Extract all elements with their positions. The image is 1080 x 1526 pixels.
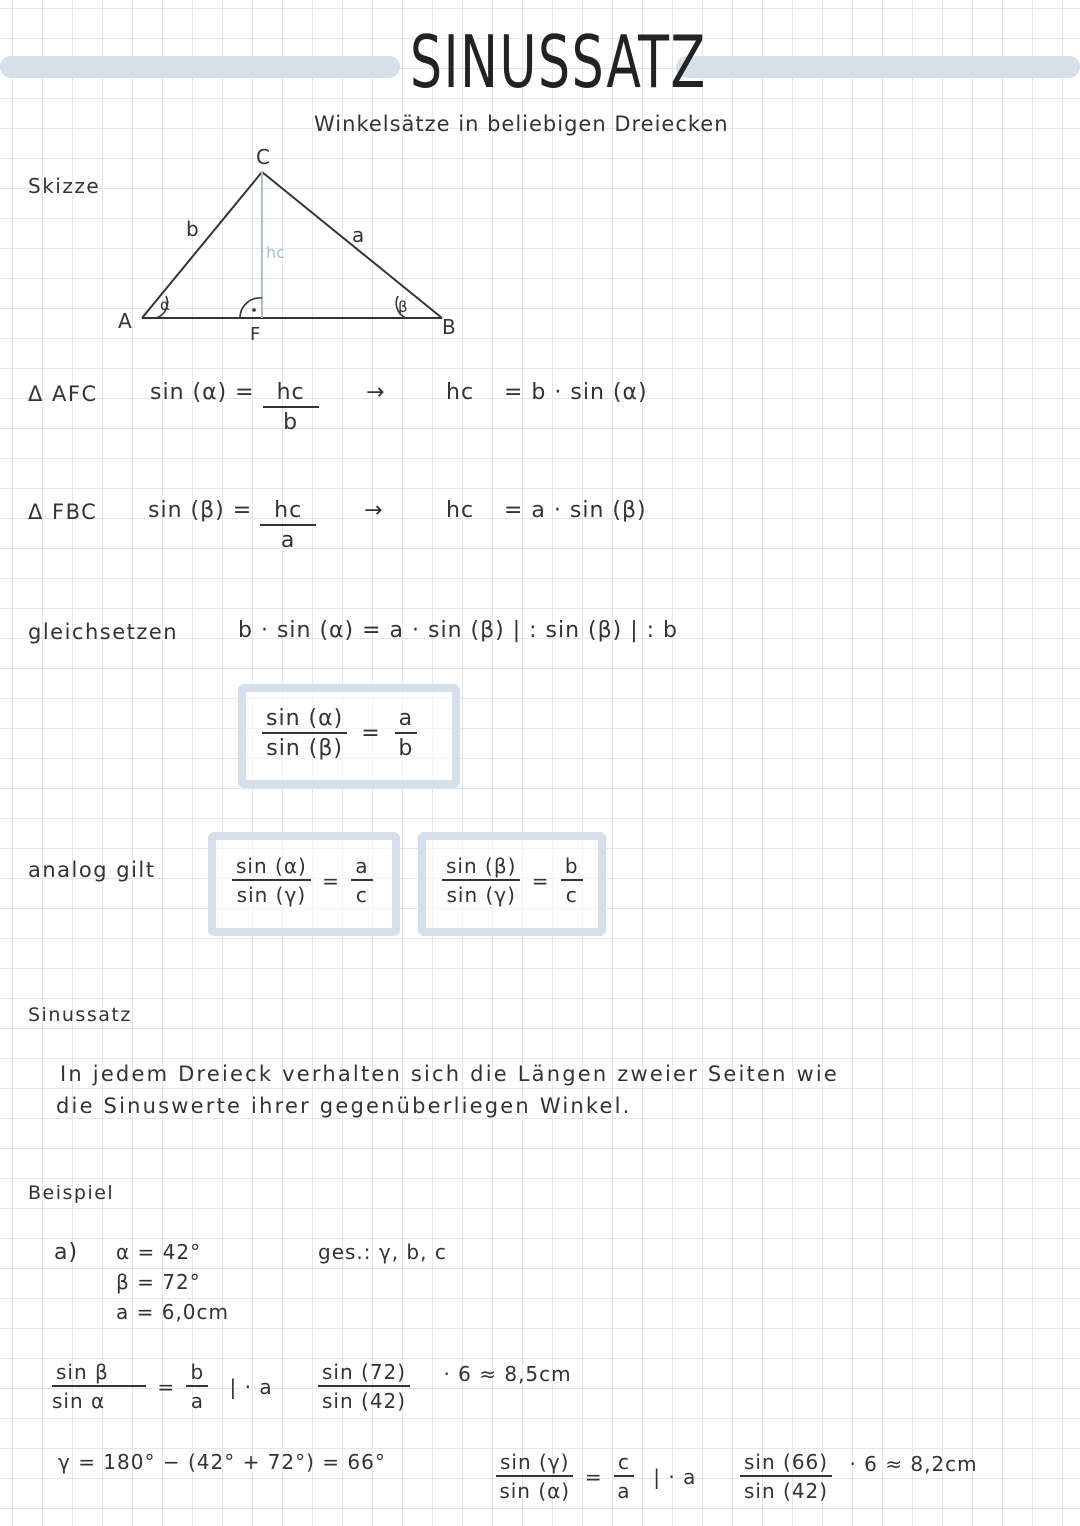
side-a-label: a	[352, 223, 365, 247]
analog-box-2-equation	[442, 854, 583, 907]
analog-box-2-den-right: c	[565, 883, 578, 907]
fbc-label: Δ FBC	[28, 500, 98, 524]
afc-equation	[150, 380, 319, 435]
calc1-den: sin (42)	[322, 1389, 407, 1413]
eq1-eq: =	[157, 1374, 176, 1399]
eq2-op: | · a	[653, 1464, 697, 1489]
fbc-lhs: sin (β) =	[148, 498, 253, 523]
skizze-label: Skizze	[28, 174, 101, 198]
eq2-num: sin (γ)	[496, 1450, 573, 1477]
eq2-right	[614, 1450, 634, 1503]
main-result-box	[238, 684, 460, 788]
analog-box-2-left	[442, 854, 520, 907]
page-title: SINUSSATZ	[410, 20, 707, 104]
afc-lhs: sin (α) =	[150, 380, 255, 405]
main-box-equation	[262, 706, 417, 761]
sinussatz-line-2: die Sinuswerte ihrer gegenüberliegen Winkel.	[56, 1094, 632, 1118]
eq2-eq: =	[584, 1464, 603, 1489]
height-label: hc	[266, 243, 285, 262]
calc2-den: sin (42)	[744, 1479, 829, 1503]
foot-f: F	[250, 324, 261, 345]
fbc-fraction	[260, 498, 316, 553]
analog-box-1	[208, 832, 400, 936]
eq1-op: | · a	[229, 1374, 273, 1399]
afc-den: b	[283, 410, 299, 435]
calc2-num: sin (66)	[740, 1450, 832, 1477]
eq1-left	[52, 1360, 146, 1413]
afc-num: hc	[263, 380, 319, 408]
eq1-den: sin α	[52, 1389, 106, 1413]
gamma-calc: γ = 180° − (42° + 72°) = 66°	[58, 1450, 386, 1474]
main-box-eq: =	[361, 721, 381, 746]
analog-label: analog gilt	[28, 858, 156, 882]
analog-box-1-equation	[232, 854, 373, 907]
side-b-label: b	[186, 217, 199, 241]
calc1	[318, 1360, 572, 1413]
given-alpha: α = 42°	[116, 1240, 202, 1264]
analog-box-1-num-left: sin (α)	[232, 854, 311, 881]
sought-values: ges.: γ, b, c	[318, 1240, 447, 1264]
calc2-tail: · 6 ≈ 8,2cm	[849, 1452, 978, 1476]
eq1-rnum: b	[186, 1360, 208, 1387]
analog-box-2-right	[561, 854, 583, 907]
eq1-right	[186, 1360, 208, 1413]
eq2-rden: a	[617, 1479, 631, 1503]
analog-box-1-right	[351, 854, 372, 907]
angle-alpha-label: α	[160, 296, 170, 314]
analog-box-2-num-left: sin (β)	[442, 854, 520, 881]
eq2-rnum: c	[614, 1450, 634, 1477]
calc2-fraction	[740, 1450, 832, 1503]
analog-box-2	[418, 832, 606, 936]
main-box-num-left: sin (α)	[262, 706, 347, 734]
vertex-a: A	[118, 309, 132, 333]
analog-box-2-eq: =	[531, 868, 550, 893]
given-a: a = 6,0cm	[116, 1300, 230, 1324]
analog-box-1-den-right: c	[355, 883, 368, 907]
triangle-sketch	[0, 0, 1080, 360]
fbc-arrow: →	[364, 498, 384, 523]
gleichsetzen-equation: b · sin (α) = a · sin (β) | : sin (β) | : b	[238, 618, 679, 643]
afc-result-lhs: hc	[446, 380, 475, 405]
calc1-num: sin (72)	[318, 1360, 410, 1387]
sinussatz-line-1: In jedem Dreieck verhalten sich die Längen zweier Seiten wie	[60, 1062, 839, 1086]
fbc-result-lhs: hc	[446, 498, 475, 523]
eq2-left	[496, 1450, 573, 1503]
analog-box-2-num-right: b	[561, 854, 583, 881]
calc1-fraction	[318, 1360, 410, 1413]
calc2	[740, 1450, 978, 1503]
analog-box-1-num-right: a	[351, 854, 372, 881]
sinussatz-label: Sinussatz	[28, 1004, 132, 1026]
vertex-b: B	[442, 315, 456, 339]
vertex-c: C	[256, 145, 270, 169]
analog-box-1-eq: =	[322, 868, 340, 893]
analog-box-1-den-left: sin (γ)	[236, 883, 307, 907]
fbc-den: a	[280, 528, 296, 553]
gleichsetzen-label: gleichsetzen	[28, 620, 179, 644]
main-box-left-fraction	[262, 706, 347, 761]
beispiel-part: a)	[54, 1240, 79, 1265]
afc-arrow: →	[366, 380, 386, 405]
main-box-den-right: b	[398, 736, 414, 761]
eq2	[496, 1450, 696, 1503]
given-beta: β = 72°	[116, 1270, 201, 1294]
main-box-den-left: sin (β)	[266, 736, 343, 761]
analog-box-2-den-left: sin (γ)	[446, 883, 516, 907]
afc-label: Δ AFC	[28, 382, 98, 406]
beispiel-label: Beispiel	[28, 1182, 115, 1204]
afc-fraction	[263, 380, 319, 435]
main-box-right-fraction	[395, 706, 417, 761]
angle-beta-label: β	[398, 298, 408, 316]
fbc-equation	[148, 498, 316, 553]
fbc-num: hc	[260, 498, 316, 526]
eq1-rden: a	[190, 1389, 204, 1413]
calc1-tail: · 6 ≈ 8,5cm	[443, 1362, 572, 1386]
afc-result-rhs: = b · sin (α)	[504, 380, 648, 405]
eq1	[52, 1360, 273, 1413]
fbc-result-rhs: = a · sin (β)	[504, 498, 647, 523]
analog-box-1-left	[232, 854, 311, 907]
eq1-num: sin β	[52, 1360, 146, 1387]
main-box-num-right: a	[395, 706, 417, 734]
page-subtitle: Winkelsätze in beliebigen Dreiecken	[314, 112, 729, 136]
eq2-den: sin (α)	[499, 1479, 571, 1503]
